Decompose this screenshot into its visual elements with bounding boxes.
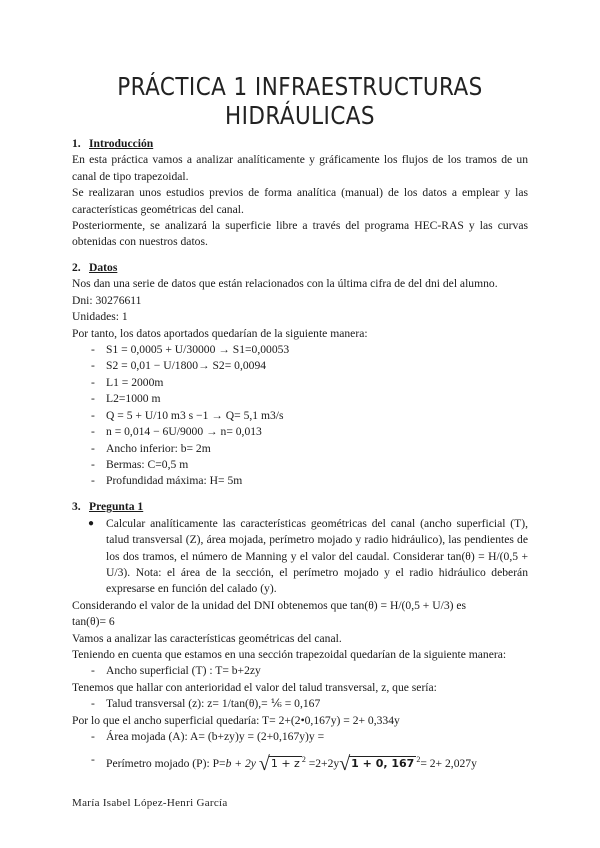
- pregunta-line-6: Por lo que el ancho superficial quedaría: T= 2+(2•0,167y) = 2+ 0,334y: [72, 713, 400, 727]
- datos-item: - Ancho inferior: b= 2m: [91, 441, 211, 455]
- pregunta-line-5: Tenemos que hallar con anterioridad el valor del talud transversal, z, que sería:: [72, 680, 437, 694]
- datos-line-intro: Por tanto, los datos aportados quedarían de la siguiente manera:: [72, 326, 368, 340]
- datos-line-unidades: Unidades: 1: [72, 310, 128, 324]
- section-heading-introduccion: 1. Introducción: [72, 137, 154, 150]
- datos-list: [72, 342, 528, 490]
- datos-item: - Bermas: C=0,5 m: [91, 457, 189, 471]
- intro-paragraph-2: Se realizaran unos estudios previos de forma analítica (manual) de los datos a emplear y las características geométricas del canal.: [72, 186, 528, 216]
- pregunta-line-2: tan(θ)= 6: [72, 615, 115, 629]
- section-heading-datos: 2. Datos: [72, 261, 118, 275]
- datos-item: - S1 = 0,0005 + U/30000 → S1=0,00053: [91, 343, 290, 357]
- talud-list: [72, 696, 528, 712]
- pregunta-line-4: Teniendo en cuenta que estamos en una sección trapezoidal quedarían de la siguiente manera:: [72, 647, 507, 661]
- datos-item: - S2 = 0,01 − U/1800→ S2= 0,0094: [91, 359, 267, 373]
- formula-b: b: [225, 757, 232, 771]
- perimetro-item: - Perímetro mojado (P): P=b + 2y √1 + z $^2$ =2+2y√1 + 0, 167 $^2$= 2+ 2,027y: [72, 745, 528, 771]
- pregunta-line-3: Vamos a analizar las características geométricas del canal.: [72, 631, 342, 645]
- area-item: - Área mojada (A): A= (b+zy)y = (2+0,167y)y =: [91, 730, 325, 743]
- pregunta-line-1: Considerando el valor de la unidad del DNI obtenemos que tan(θ) = H/(0,5 + U/3) es: [72, 598, 467, 612]
- intro-paragraph-1: En esta práctica vamos a analizar analíticamente y gráficamente los flujos de los tramos de un canal de tipo trapezoidal.: [72, 153, 528, 183]
- ancho-list: [72, 663, 528, 679]
- section-heading-pregunta-1: 3. Pregunta 1: [72, 500, 144, 514]
- datos-item: - Profundidad máxima: H= 5m: [91, 474, 243, 488]
- datos-item: - Q = 5 + U/10 m3 s −1 → Q= 5,1 m3/s: [91, 408, 284, 422]
- datos-line-1: Nos dan una serie de datos que están relacionados con la última cifra de del dni del alumno.: [72, 277, 498, 291]
- talud-item: - Talud transversal (z): z= 1/tan(θ),= ⅙ = 0,167: [91, 697, 321, 711]
- pregunta-bullet-item: ● Calcular analíticamente las características geométricas del canal (ancho superficial (T), talud transversal (Z), área mojada, perímetro mojado y radio hidráulico), las pendientes de los dos tramos, el número de Manning y el valor del caudal. Considerar tan(θ) = H/(0,5 + U/3). Nota: el área de la sección, el perímetro mojado y el radio hidráulico deberán expresarse en función del calado (y).: [88, 516, 528, 596]
- sqrt-formula-2: √1 + 0, 167 $^2$: [339, 753, 421, 776]
- datos-item: - L2=1000 m: [91, 392, 161, 406]
- datos-line-dni: Dni: 30276611: [72, 293, 142, 307]
- page-title: PRÁCTICA 1 INFRAESTRUCTURAS HIDRÁULICAS: [117, 72, 483, 130]
- document-body: [72, 136, 528, 776]
- datos-item: - L1 = 2000m: [91, 375, 164, 389]
- footer-author: María Isabel López-Henri García: [72, 797, 228, 809]
- datos-item: - n = 0,014 − 6U/9000 → n= 0,013: [91, 425, 262, 439]
- perimetro-list: [72, 745, 528, 776]
- intro-paragraph-3: Posteriormente, se analizará la superficie libre a través del programa HEC-RAS y las curvas obtenidas con nuestros datos.: [72, 219, 528, 249]
- ancho-item: - Ancho superficial (T) : T= b+2zy: [91, 664, 261, 678]
- pregunta-bullet-list: [72, 516, 528, 598]
- sqrt-formula-1: √1 + z $^2$: [258, 753, 306, 776]
- area-list: [72, 729, 528, 745]
